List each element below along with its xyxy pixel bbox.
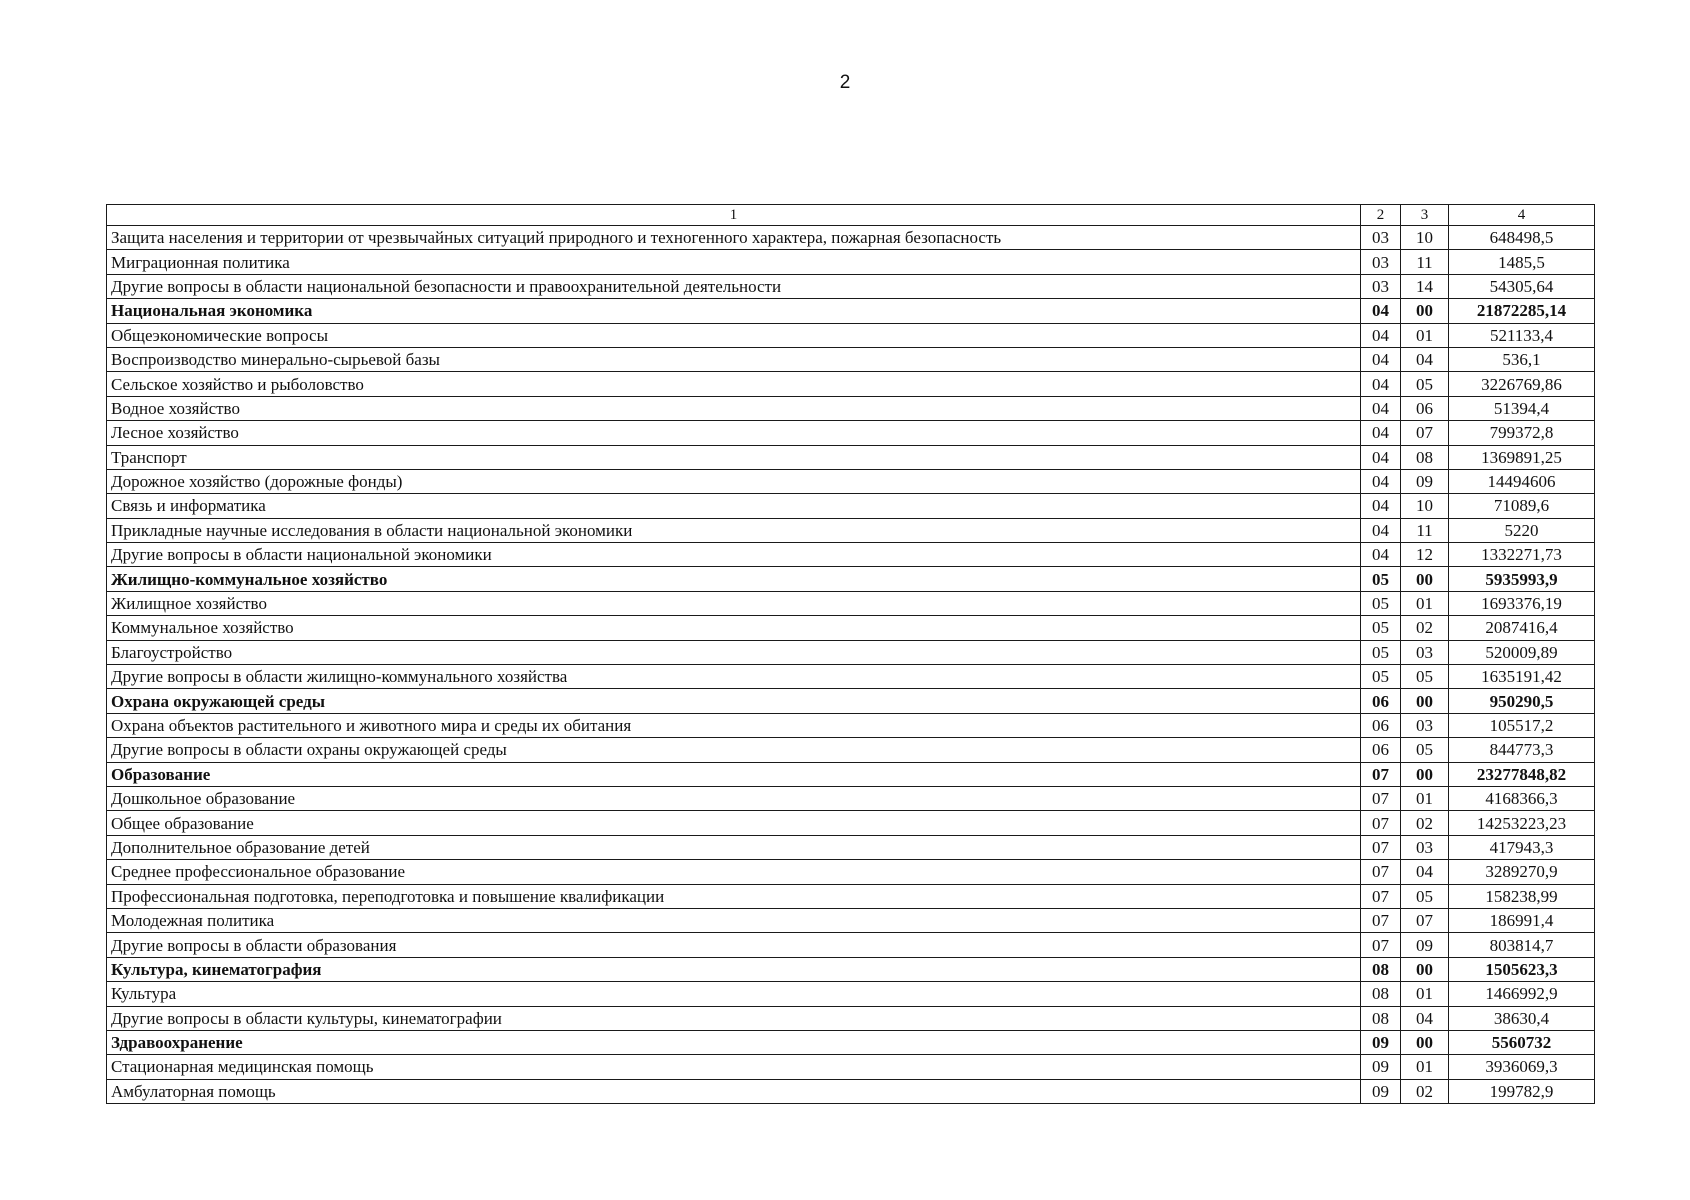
row-section-code: 07 [1361,884,1401,908]
row-section-code: 08 [1361,982,1401,1006]
row-subsection-code: 14 [1401,274,1449,298]
row-section-code: 07 [1361,762,1401,786]
row-subsection-code: 06 [1401,396,1449,420]
row-amount: 648498,5 [1449,226,1595,250]
row-amount: 105517,2 [1449,713,1595,737]
row-section-code: 04 [1361,421,1401,445]
row-section-code: 07 [1361,786,1401,810]
row-name: Коммунальное хозяйство [107,616,1361,640]
row-name: Среднее профессиональное образование [107,860,1361,884]
row-subsection-code: 11 [1401,250,1449,274]
row-section-code: 06 [1361,738,1401,762]
table-row [107,1006,1595,1030]
row-amount: 799372,8 [1449,421,1595,445]
row-name: Другие вопросы в области охраны окружающей среды [107,738,1361,762]
row-name: Охрана объектов растительного и животного мира и среды их обитания [107,713,1361,737]
row-amount: 23277848,82 [1449,762,1595,786]
table-row [107,908,1595,932]
row-name: Культура, кинематография [107,957,1361,981]
row-subsection-code: 04 [1401,347,1449,371]
table-row [107,591,1595,615]
row-section-code: 07 [1361,835,1401,859]
row-section-code: 04 [1361,372,1401,396]
row-amount: 158238,99 [1449,884,1595,908]
row-section-code: 06 [1361,689,1401,713]
row-section-code: 03 [1361,250,1401,274]
row-subsection-code: 01 [1401,591,1449,615]
row-subsection-code: 03 [1401,835,1449,859]
table-row [107,665,1595,689]
column-header-section: 2 [1361,205,1401,226]
table-row [107,1055,1595,1079]
row-subsection-code: 03 [1401,713,1449,737]
row-name: Миграционная политика [107,250,1361,274]
row-subsection-code: 01 [1401,786,1449,810]
row-name: Прикладные научные исследования в области национальной экономики [107,518,1361,542]
row-amount: 4168366,3 [1449,786,1595,810]
table-row [107,250,1595,274]
row-amount: 844773,3 [1449,738,1595,762]
row-section-code: 09 [1361,1055,1401,1079]
row-name: Амбулаторная помощь [107,1079,1361,1103]
row-subsection-code: 04 [1401,860,1449,884]
row-subsection-code: 05 [1401,738,1449,762]
row-amount: 417943,3 [1449,835,1595,859]
row-amount: 21872285,14 [1449,299,1595,323]
row-section-code: 05 [1361,640,1401,664]
table-row [107,933,1595,957]
table-row [107,689,1595,713]
row-section-code: 04 [1361,396,1401,420]
row-section-code: 05 [1361,616,1401,640]
table-row [107,274,1595,298]
row-name: Общеэкономические вопросы [107,323,1361,347]
table-row [107,299,1595,323]
row-name: Благоустройство [107,640,1361,664]
row-name: Профессиональная подготовка, переподготовка и повышение квалификации [107,884,1361,908]
row-section-code: 04 [1361,299,1401,323]
table-row [107,323,1595,347]
row-section-code: 07 [1361,933,1401,957]
row-amount: 199782,9 [1449,1079,1595,1103]
row-subsection-code: 00 [1401,1030,1449,1054]
table-row [107,713,1595,737]
table-row [107,982,1595,1006]
row-name: Воспроизводство минерально-сырьевой базы [107,347,1361,371]
row-section-code: 09 [1361,1030,1401,1054]
row-name: Образование [107,762,1361,786]
row-amount: 1466992,9 [1449,982,1595,1006]
row-name: Другие вопросы в области национальной безопасности и правоохранительной деятельности [107,274,1361,298]
row-section-code: 07 [1361,908,1401,932]
table-row [107,445,1595,469]
row-subsection-code: 08 [1401,445,1449,469]
row-subsection-code: 00 [1401,567,1449,591]
row-name: Водное хозяйство [107,396,1361,420]
row-section-code: 04 [1361,469,1401,493]
row-subsection-code: 01 [1401,982,1449,1006]
table-row [107,616,1595,640]
row-section-code: 04 [1361,518,1401,542]
row-section-code: 04 [1361,445,1401,469]
row-amount: 1485,5 [1449,250,1595,274]
table-header-row [107,205,1595,226]
table-row [107,835,1595,859]
table-row [107,957,1595,981]
row-name: Жилищно-коммунальное хозяйство [107,567,1361,591]
row-name: Дорожное хозяйство (дорожные фонды) [107,469,1361,493]
table-row [107,372,1595,396]
row-name: Дошкольное образование [107,786,1361,810]
row-section-code: 03 [1361,226,1401,250]
row-amount: 14253223,23 [1449,811,1595,835]
row-amount: 1332271,73 [1449,543,1595,567]
row-subsection-code: 00 [1401,689,1449,713]
row-section-code: 09 [1361,1079,1401,1103]
row-section-code: 04 [1361,543,1401,567]
row-amount: 2087416,4 [1449,616,1595,640]
row-section-code: 04 [1361,494,1401,518]
row-subsection-code: 02 [1401,811,1449,835]
row-section-code: 07 [1361,860,1401,884]
row-section-code: 04 [1361,347,1401,371]
page-number: 2 [839,72,851,93]
table-row [107,543,1595,567]
row-amount: 803814,7 [1449,933,1595,957]
table-row [107,494,1595,518]
table-row [107,347,1595,371]
row-name: Дополнительное образование детей [107,835,1361,859]
row-subsection-code: 09 [1401,933,1449,957]
column-header-subsection: 3 [1401,205,1449,226]
row-section-code: 08 [1361,1006,1401,1030]
row-section-code: 05 [1361,665,1401,689]
row-section-code: 05 [1361,591,1401,615]
row-subsection-code: 10 [1401,226,1449,250]
table-row [107,640,1595,664]
row-amount: 536,1 [1449,347,1595,371]
row-subsection-code: 01 [1401,1055,1449,1079]
table-row [107,518,1595,542]
row-amount: 51394,4 [1449,396,1595,420]
row-subsection-code: 00 [1401,299,1449,323]
row-subsection-code: 00 [1401,762,1449,786]
row-amount: 186991,4 [1449,908,1595,932]
row-subsection-code: 02 [1401,616,1449,640]
row-amount: 1693376,19 [1449,591,1595,615]
table-row [107,567,1595,591]
row-name: Здравоохранение [107,1030,1361,1054]
row-subsection-code: 09 [1401,469,1449,493]
row-amount: 5560732 [1449,1030,1595,1054]
row-amount: 520009,89 [1449,640,1595,664]
row-subsection-code: 07 [1401,421,1449,445]
row-name: Стационарная медицинская помощь [107,1055,1361,1079]
row-name: Сельское хозяйство и рыболовство [107,372,1361,396]
row-section-code: 08 [1361,957,1401,981]
table-row [107,421,1595,445]
row-amount: 3936069,3 [1449,1055,1595,1079]
row-subsection-code: 10 [1401,494,1449,518]
row-name: Транспорт [107,445,1361,469]
row-name: Защита населения и территории от чрезвычайных ситуаций природного и техногенного характера, пожарная безопасность [107,226,1361,250]
row-amount: 3289270,9 [1449,860,1595,884]
row-subsection-code: 11 [1401,518,1449,542]
row-subsection-code: 01 [1401,323,1449,347]
row-subsection-code: 12 [1401,543,1449,567]
row-subsection-code: 02 [1401,1079,1449,1103]
table-row [107,1079,1595,1103]
table-body [107,226,1595,1104]
row-amount: 38630,4 [1449,1006,1595,1030]
row-name: Другие вопросы в области национальной экономики [107,543,1361,567]
row-section-code: 03 [1361,274,1401,298]
row-subsection-code: 00 [1401,957,1449,981]
table-row [107,811,1595,835]
row-subsection-code: 05 [1401,665,1449,689]
row-name: Национальная экономика [107,299,1361,323]
row-amount: 3226769,86 [1449,372,1595,396]
row-name: Жилищное хозяйство [107,591,1361,615]
row-subsection-code: 05 [1401,372,1449,396]
row-amount: 54305,64 [1449,274,1595,298]
budget-table [106,204,1595,1104]
row-subsection-code: 04 [1401,1006,1449,1030]
row-amount: 5220 [1449,518,1595,542]
row-section-code: 05 [1361,567,1401,591]
row-name: Молодежная политика [107,908,1361,932]
table-row [107,1030,1595,1054]
row-name: Другие вопросы в области образования [107,933,1361,957]
row-name: Другие вопросы в области жилищно-коммунального хозяйства [107,665,1361,689]
row-name: Охрана окружающей среды [107,689,1361,713]
table-row [107,860,1595,884]
row-section-code: 04 [1361,323,1401,347]
table-row [107,762,1595,786]
row-name: Другие вопросы в области культуры, кинематографии [107,1006,1361,1030]
row-subsection-code: 05 [1401,884,1449,908]
row-name: Связь и информатика [107,494,1361,518]
row-amount: 1369891,25 [1449,445,1595,469]
row-name: Лесное хозяйство [107,421,1361,445]
table-row [107,786,1595,810]
row-section-code: 07 [1361,811,1401,835]
column-header-name: 1 [107,205,1361,226]
row-amount: 14494606 [1449,469,1595,493]
row-amount: 71089,6 [1449,494,1595,518]
row-section-code: 06 [1361,713,1401,737]
row-amount: 5935993,9 [1449,567,1595,591]
table-row [107,226,1595,250]
row-subsection-code: 03 [1401,640,1449,664]
row-amount: 950290,5 [1449,689,1595,713]
row-amount: 521133,4 [1449,323,1595,347]
column-header-amount: 4 [1449,205,1595,226]
row-amount: 1635191,42 [1449,665,1595,689]
table-row [107,884,1595,908]
row-name: Общее образование [107,811,1361,835]
table-row [107,738,1595,762]
table-row [107,469,1595,493]
row-name: Культура [107,982,1361,1006]
row-amount: 1505623,3 [1449,957,1595,981]
table-row [107,396,1595,420]
row-subsection-code: 07 [1401,908,1449,932]
